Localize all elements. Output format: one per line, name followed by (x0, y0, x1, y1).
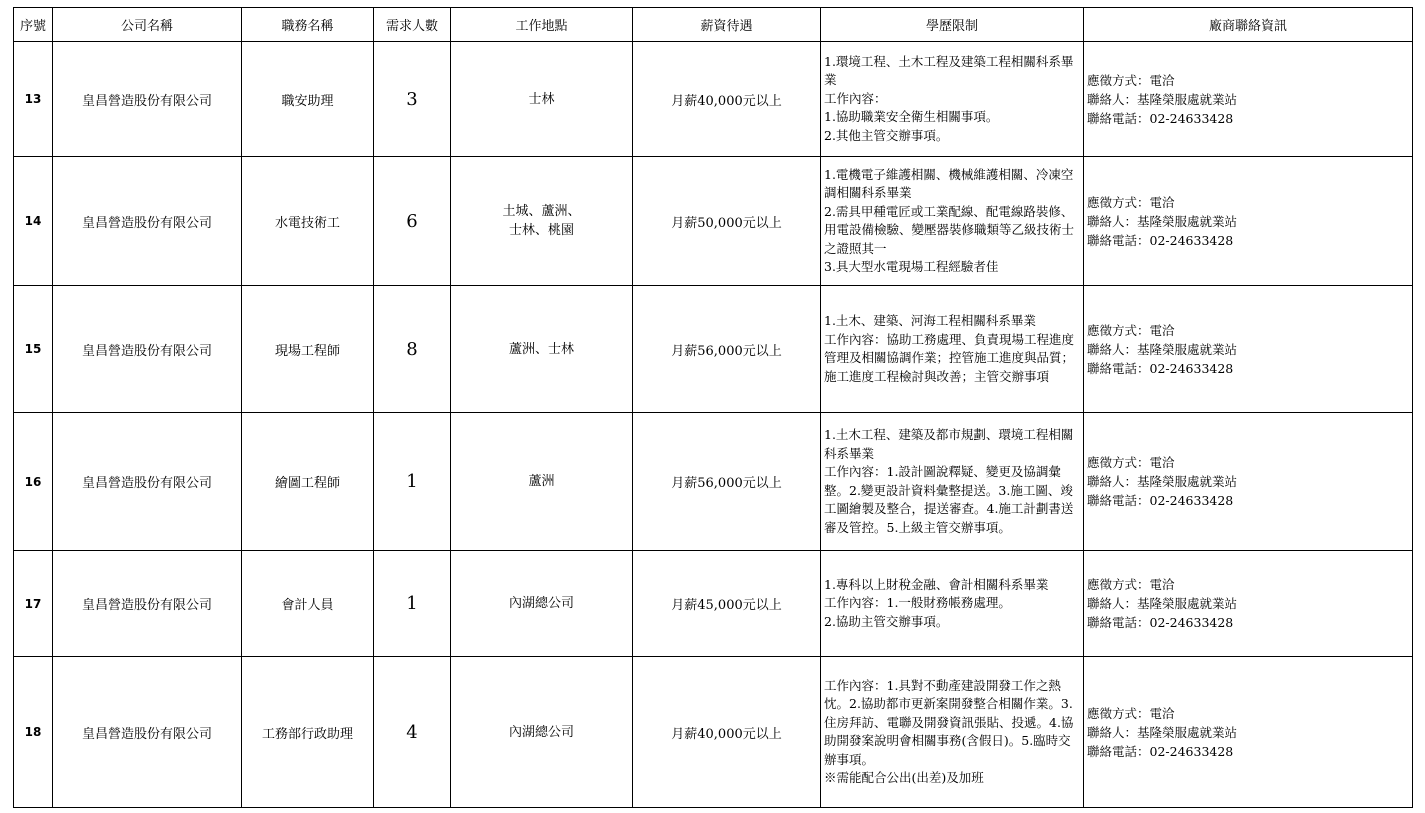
location-line: 士林 (528, 91, 555, 107)
location-line: 蘆洲、士林 (508, 341, 574, 357)
contact-cell (1084, 157, 1413, 286)
education-cell: 1.環境工程、土木工程及建築工程相關科系畢業 工作內容： 1.協助職業安全衛生相關事項。 2.其他主管交辦事項。 (821, 42, 1084, 157)
count-cell: 1 (374, 551, 451, 657)
contact-phone: 聯絡電話：02-24633428 (1087, 110, 1234, 126)
company-cell: 皇昌營造股份有限公司 (53, 657, 242, 808)
company-cell: 皇昌營造股份有限公司 (53, 157, 242, 286)
contact-method: 應徵方式：電洽 (1087, 322, 1175, 338)
company-cell: 皇昌營造股份有限公司 (53, 551, 242, 657)
location-line: 士林、桃園 (508, 223, 574, 238)
count-cell: 1 (374, 413, 451, 551)
contact-person: 聯絡人：基隆榮服處就業站 (1087, 474, 1238, 489)
contact-person: 聯絡人：基隆榮服處就業站 (1087, 596, 1238, 611)
job-listing-table (13, 7, 1413, 808)
header-company: 公司名稱 (53, 8, 242, 42)
contact-phone: 聯絡電話：02-24633428 (1087, 615, 1234, 630)
count-cell: 3 (374, 42, 451, 157)
contact-person: 聯絡人：基隆榮服處就業站 (1087, 724, 1238, 740)
location-cell (451, 286, 633, 413)
contact-phone: 聯絡電話：02-24633428 (1087, 232, 1234, 248)
contact-cell (1084, 286, 1413, 413)
seq-cell: 13 (14, 42, 53, 157)
salary-cell: 月薪40,000元以上 (633, 42, 821, 157)
header-location: 工作地點 (451, 8, 633, 42)
table-row (14, 657, 1413, 808)
header-seq: 序號 (14, 8, 53, 42)
company-cell: 皇昌營造股份有限公司 (53, 286, 242, 413)
contact-person: 聯絡人：基隆榮服處就業站 (1087, 341, 1238, 357)
table-row (14, 286, 1413, 413)
header-salary: 薪資待遇 (633, 8, 821, 42)
location-cell (451, 157, 633, 286)
header-position: 職務名稱 (242, 8, 374, 42)
header-contact: 廠商聯絡資訊 (1084, 8, 1413, 42)
seq-cell: 18 (14, 657, 53, 808)
education-cell: 1.土木、建築、河海工程相關科系畢業 工作內容：協助工務處理、負責現場工程進度管理及相關協調作業；控管施工進度與品質；施工進度工程檢討與改善；主管交辦事項 (821, 286, 1084, 413)
contact-person: 聯絡人：基隆榮服處就業站 (1087, 91, 1238, 107)
salary-cell: 月薪45,000元以上 (633, 551, 821, 657)
contact-cell (1084, 657, 1413, 808)
location-cell (451, 42, 633, 157)
position-cell: 水電技術工 (242, 157, 374, 286)
count-cell: 8 (374, 286, 451, 413)
contact-phone: 聯絡電話：02-24633428 (1087, 360, 1234, 376)
contact-method: 應徵方式：電洽 (1087, 455, 1175, 470)
count-cell: 6 (374, 157, 451, 286)
company-cell: 皇昌營造股份有限公司 (53, 413, 242, 551)
contact-cell (1084, 42, 1413, 157)
position-cell: 工務部行政助理 (242, 657, 374, 808)
contact-method: 應徵方式：電洽 (1087, 72, 1175, 88)
location-cell (451, 657, 633, 808)
education-cell: 1.專科以上財稅金融、會計相關科系畢業 工作內容：1.一般財務帳務處理。 2.協助主管交辦事項。 (821, 551, 1084, 657)
contact-cell (1084, 413, 1413, 551)
table-row (14, 42, 1413, 157)
position-cell: 會計人員 (242, 551, 374, 657)
seq-cell: 16 (14, 413, 53, 551)
salary-cell: 月薪40,000元以上 (633, 657, 821, 808)
contact-phone: 聯絡電話：02-24633428 (1087, 743, 1234, 759)
position-cell: 職安助理 (242, 42, 374, 157)
salary-cell: 月薪50,000元以上 (633, 157, 821, 286)
table-row (14, 551, 1413, 657)
header-count: 需求人數 (374, 8, 451, 42)
location-line: 內湖總公司 (508, 596, 574, 611)
contact-person: 聯絡人：基隆榮服處就業站 (1087, 213, 1238, 229)
position-cell: 現場工程師 (242, 286, 374, 413)
seq-cell: 15 (14, 286, 53, 413)
position-cell: 繪圖工程師 (242, 413, 374, 551)
table-row (14, 157, 1413, 286)
education-cell: 工作內容：1.具對不動產建設開發工作之熱忱。2.協助都市更新案開發整合相關作業。3.住房拜訪、電聯及開發資訊張貼、投遞。4.協助開發案說明會相關事務(含假日)。5.臨時交辦事項。 ※需能配合公出(出差)及加班 (821, 657, 1084, 808)
education-cell: 1.土木工程、建築及都市規劃、環境工程相關科系畢業 工作內容：1.設計圖說釋疑、變更及協調彙整。2.變更設計資料彙整提送。3.施工圖、竣工圖繪製及整合，提送審查。4.施工計劃書送審及管控。5.上級主管交辦事項。 (821, 413, 1084, 551)
location-line: 蘆洲 (528, 474, 555, 489)
header-education: 學歷限制 (821, 8, 1084, 42)
location-line: 土城、蘆洲、 (502, 204, 581, 219)
salary-cell: 月薪56,000元以上 (633, 286, 821, 413)
contact-method: 應徵方式：電洽 (1087, 705, 1175, 721)
contact-phone: 聯絡電話：02-24633428 (1087, 493, 1234, 508)
contact-cell (1084, 551, 1413, 657)
contact-method: 應徵方式：電洽 (1087, 194, 1175, 210)
location-cell (451, 551, 633, 657)
table-row (14, 413, 1413, 551)
seq-cell: 14 (14, 157, 53, 286)
seq-cell: 17 (14, 551, 53, 657)
location-cell (451, 413, 633, 551)
company-cell: 皇昌營造股份有限公司 (53, 42, 242, 157)
salary-cell: 月薪56,000元以上 (633, 413, 821, 551)
contact-method: 應徵方式：電洽 (1087, 577, 1175, 592)
header-row (14, 8, 1413, 42)
count-cell: 4 (374, 657, 451, 808)
location-line: 內湖總公司 (508, 724, 574, 740)
education-cell: 1.電機電子維護相關、機械維護相關、冷凍空調相關科系畢業 2.需具甲種電匠或工業配線、配電線路裝修、用電設備檢驗、變壓器裝修職類等乙級技術士之證照其一 3.具大型水電現場工程經驗者佳 (821, 157, 1084, 286)
